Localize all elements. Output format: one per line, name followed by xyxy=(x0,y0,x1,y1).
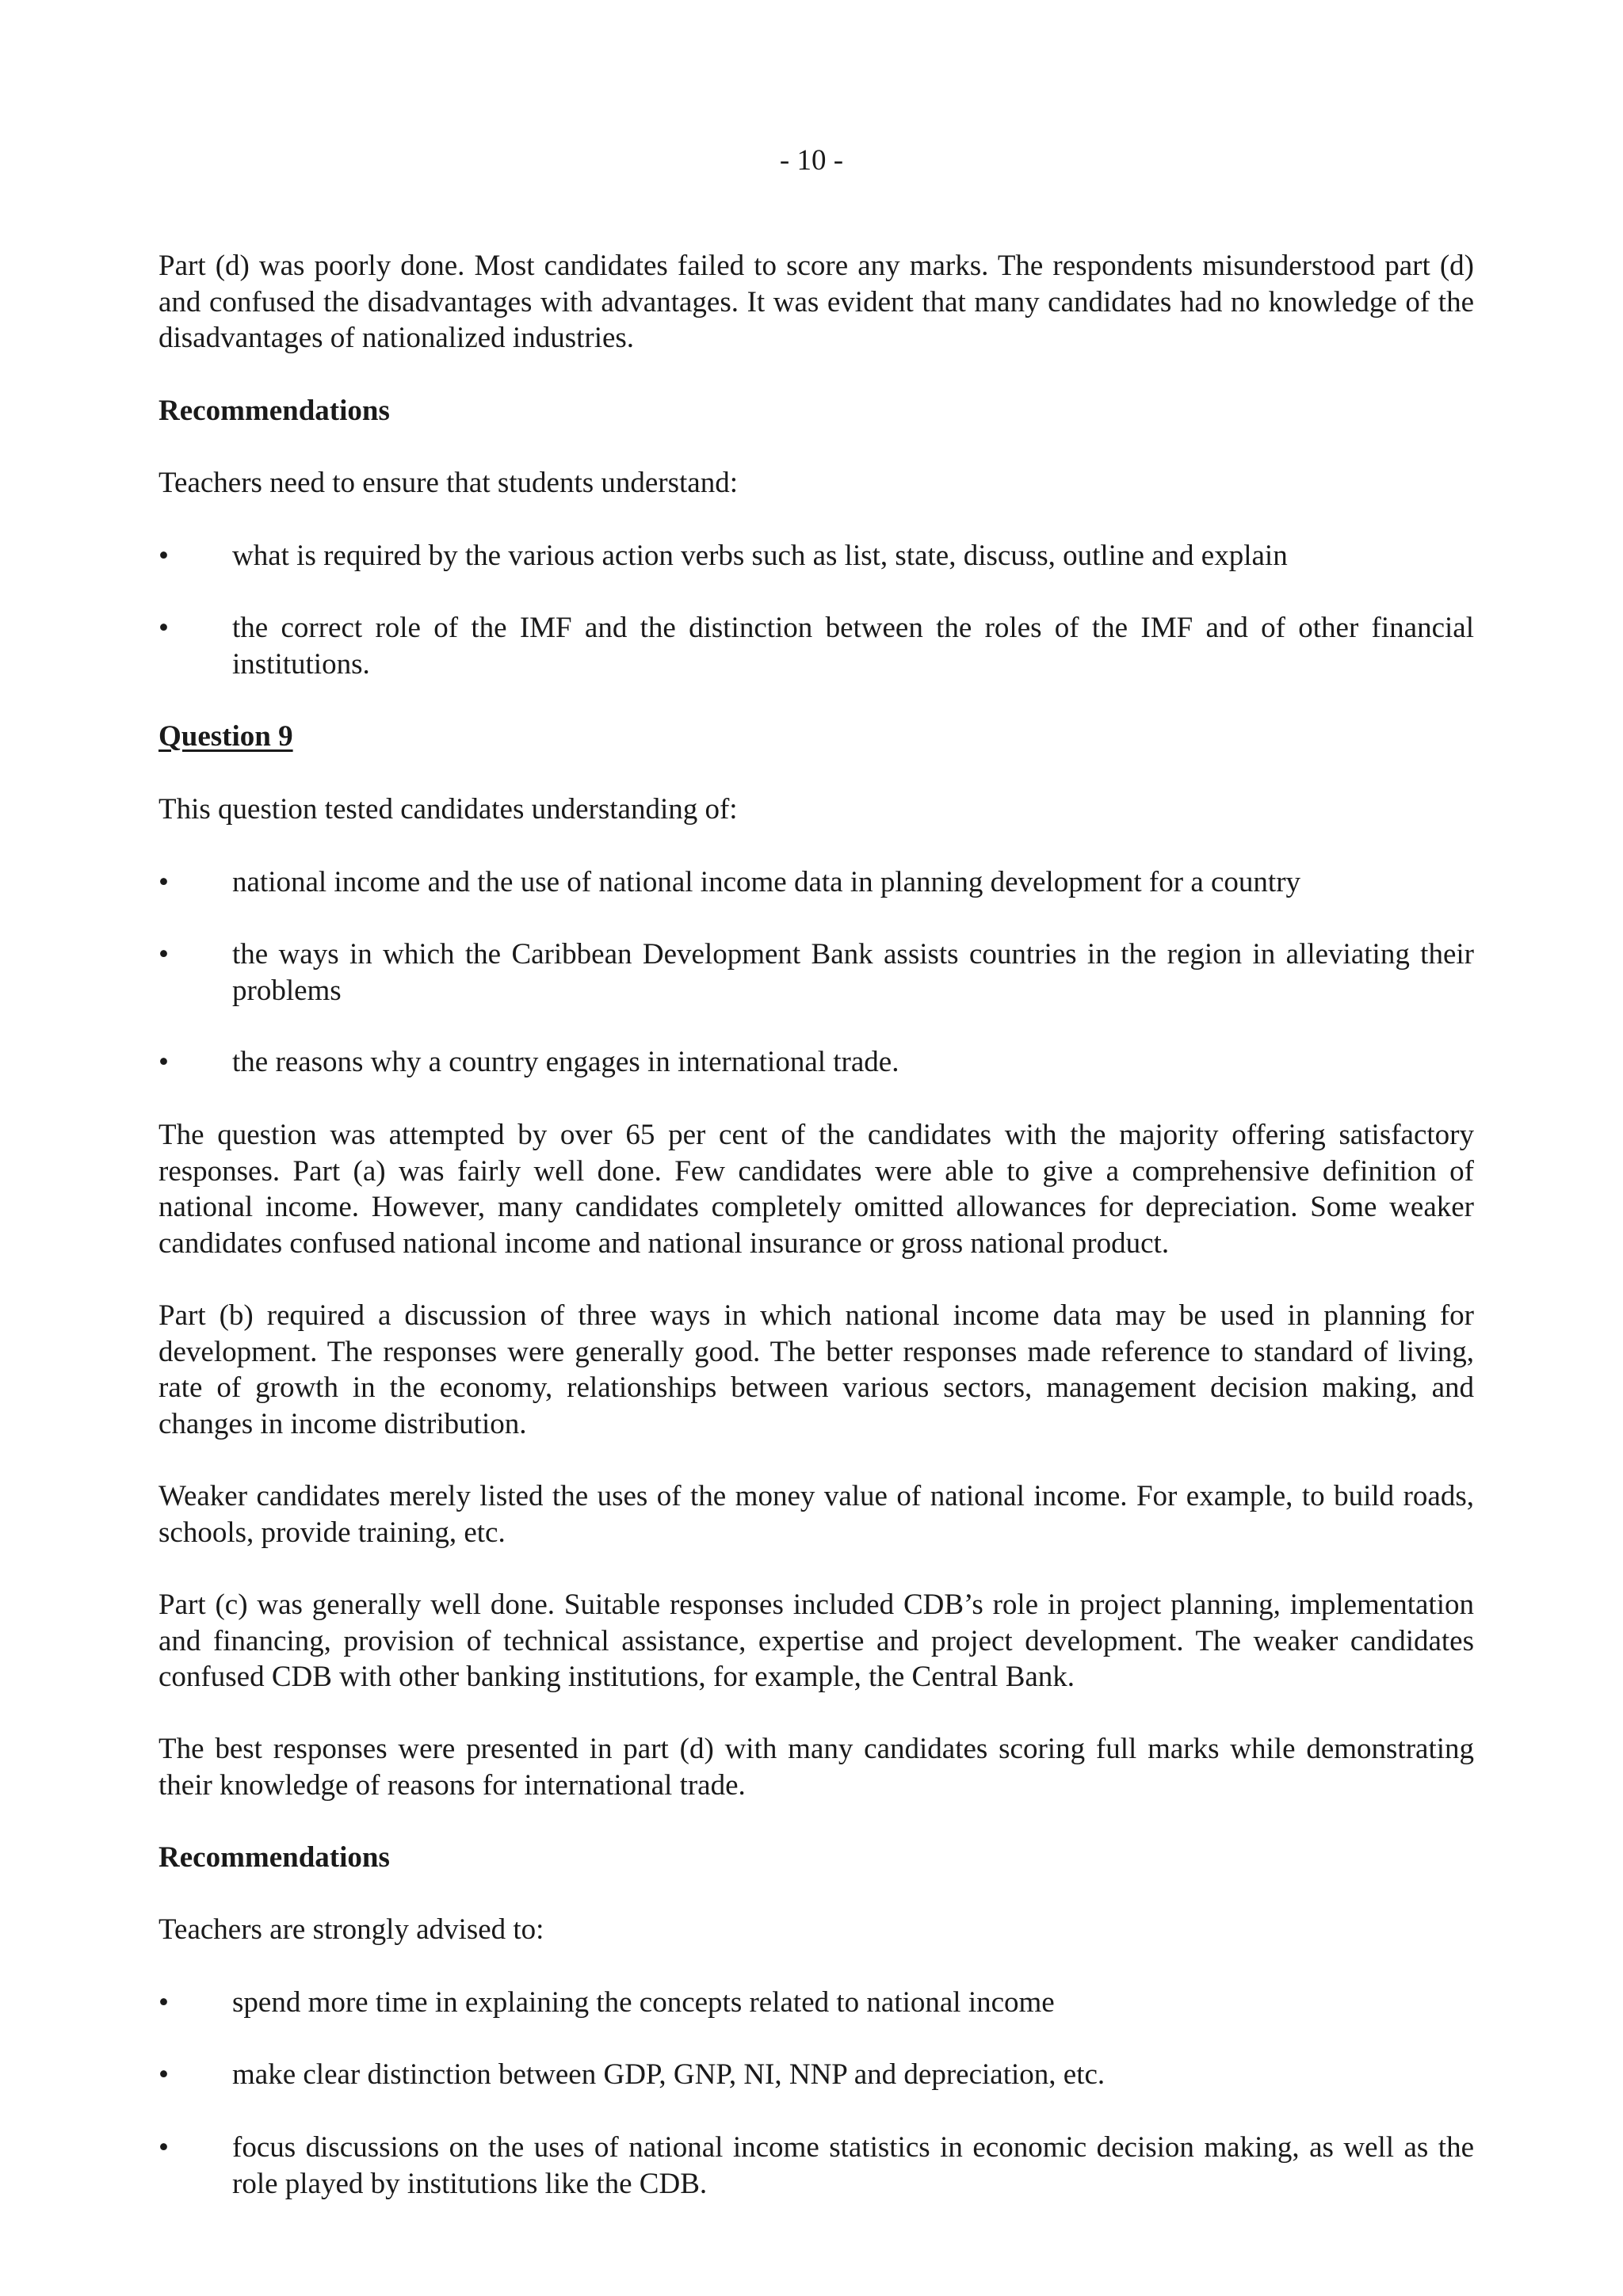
bullet-icon: • xyxy=(158,2058,169,2091)
paragraph-part-d-question-8: Part (d) was poorly done. Most candidates failed to score any marks. The respondents misunderstood part (d) and confused the disadvantages with advantages. It was evident that many candidates had no knowledge of the disadvantages of nationalized industries. xyxy=(158,250,1474,354)
bullet-icon: • xyxy=(158,938,169,971)
question-9-heading: Question 9 xyxy=(158,720,293,753)
recommendations-intro-1: Teachers need to ensure that students understand: xyxy=(158,467,739,499)
bullet-icon: • xyxy=(158,1046,169,1078)
question-9-paragraph-part-a: The question was attempted by over 65 per cent of the candidates with the majority offering satisfactory responses. Part (a) was fairly well done. Few candidates were able to give a comprehensive definition of national income. However, many candidates completely omitted allowances for depreciation. Some weaker candidates confused national income and national insurance or gross national product. xyxy=(158,1119,1474,1260)
bullet-icon: • xyxy=(158,540,169,572)
page-number: - 10 - xyxy=(779,144,844,177)
bullet-text: the correct role of the IMF and the distinction between the roles of the IMF and of other financial institutions. xyxy=(232,612,1474,681)
bullet-text: focus discussions on the uses of national income statistics in economic decision making, as well as the role played by institutions like the CDB. xyxy=(232,2131,1474,2200)
question-9-intro: This question tested candidates understanding of: xyxy=(158,793,738,826)
bullet-icon: • xyxy=(158,612,169,644)
bullet-icon: • xyxy=(158,2131,169,2164)
bullet-text: what is required by the various action verbs such as list, state, discuss, outline and explain xyxy=(232,540,1288,572)
bullet-icon: • xyxy=(158,1986,169,2019)
question-9-paragraph-weaker: Weaker candidates merely listed the uses of the money value of national income. For example, to build roads, schools, provide training, etc. xyxy=(158,1480,1474,1549)
bullet-text: make clear distinction between GDP, GNP, NI, NNP and depreciation, etc. xyxy=(232,2058,1106,2091)
question-9-paragraph-part-c: Part (c) was generally well done. Suitable responses included CDB’s role in project planning, implementation and financing, provision of technical assistance, expertise and project development. The weaker candidates confused CDB with other banking institutions, for example, the Central Bank. xyxy=(158,1589,1474,1693)
bullet-text: the reasons why a country engages in international trade. xyxy=(232,1046,899,1078)
bullet-text: national income and the use of national income data in planning development for a country xyxy=(232,866,1301,898)
bullet-text: spend more time in explaining the concepts related to national income xyxy=(232,1986,1055,2019)
bullet-icon: • xyxy=(158,866,169,898)
question-9-paragraph-part-b: Part (b) required a discussion of three ways in which national income data may be used in planning for development. The responses were generally good. The better responses made reference to standard of living, rate of growth in the economy, relationships between various sectors, management decision making, and changes in income distribution. xyxy=(158,1299,1474,1440)
bullet-text: the ways in which the Caribbean Development Bank assists countries in the region in alleviating their problems xyxy=(232,938,1474,1007)
recommendations-heading-1: Recommendations xyxy=(158,395,390,427)
recommendations-heading-2: Recommendations xyxy=(158,1841,390,1874)
question-9-paragraph-part-d: The best responses were presented in part (d) with many candidates scoring full marks while demonstrating their knowledge of reasons for international trade. xyxy=(158,1733,1474,1802)
recommendations-intro-2: Teachers are strongly advised to: xyxy=(158,1913,544,1946)
